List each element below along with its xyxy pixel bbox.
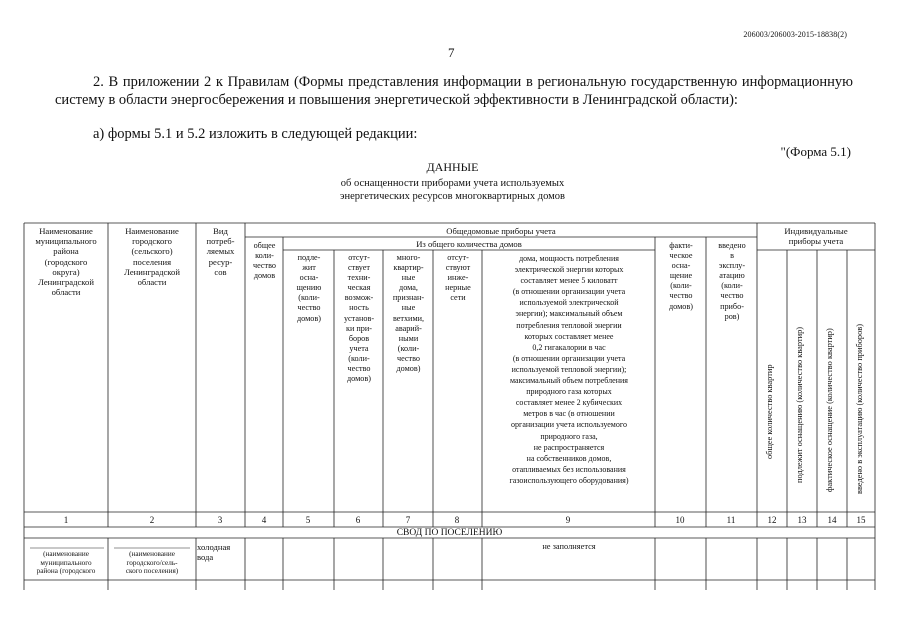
paragraph-text: 2. В приложении 2 к Правилам (Формы представления информации в региональную государственную информационную систему в области энергосбережения и повышения энергетической эффективности в Ленинградской области): [55, 74, 853, 108]
row-line: (наименование [43, 550, 89, 558]
header-line: введено [718, 241, 746, 250]
header-line: признан- [392, 293, 425, 303]
header-line: отапливаемых без использования [512, 464, 626, 474]
header-line: установ- [343, 313, 375, 323]
header-line: домов) [669, 301, 693, 311]
header-line: техни- [347, 273, 371, 283]
col-number: 8 [454, 515, 460, 525]
header-line: округа) [52, 266, 80, 277]
col-number: 1 [63, 515, 69, 525]
col-number: 3 [217, 515, 223, 525]
header-line: инже- [447, 273, 469, 283]
header-col-13: подлежит оснащению (количество квартир) [795, 326, 804, 483]
header-col-6 [335, 253, 383, 384]
header-col-3 [197, 226, 244, 277]
header-line: квартир- [393, 263, 424, 273]
header-line: ность [349, 303, 369, 313]
row-line: района (городского [36, 567, 96, 576]
col-number: 7 [405, 515, 411, 525]
header-line: ческая [347, 283, 371, 293]
header-col-7 [384, 253, 433, 374]
col-number: 15 [856, 515, 866, 525]
header-line: (коли- [348, 353, 370, 363]
header-line: (в отношении организации учета [512, 353, 626, 363]
row-line: ского поселения) [125, 567, 179, 576]
header-line: приборы учета [788, 236, 844, 247]
col-number: 11 [726, 515, 736, 525]
header-line: составляет менее 5 киловатт [520, 276, 618, 286]
row1-not-filled: не заполняется [542, 542, 596, 551]
header-line: составляет менее 2 кубических [515, 398, 623, 408]
header-line: области [137, 277, 167, 288]
header-line: 0,2 гигакалории в час [532, 342, 606, 352]
document-number: 206003/206003-2015-18838(2) [743, 30, 847, 39]
header-line: (коли- [721, 281, 743, 291]
subtitle-line: об оснащенности приборами учета используемых [340, 178, 565, 189]
header-line: (коли- [298, 293, 320, 303]
header-line: энергии); максимальный объем [515, 309, 623, 319]
row-line: вода [197, 552, 214, 563]
header-line: используемой электрической [519, 298, 619, 308]
header-line: ки при- [346, 323, 372, 333]
header-line: возмож- [344, 293, 374, 303]
header-line: ные [401, 303, 416, 313]
header-col-11 [707, 241, 757, 322]
col-number: 6 [355, 515, 361, 525]
header-col-10 [656, 241, 706, 312]
header-line: Индивидуальные [784, 226, 848, 236]
header-line: ствуют [445, 263, 471, 273]
header-line: Наименование [125, 226, 179, 236]
header-col-5 [284, 253, 334, 324]
header-line: (коли- [397, 343, 420, 353]
header-line: природного газа которых [526, 387, 612, 397]
subitem-text: а) формы 5.1 и 5.2 изложить в следующей редакции: [93, 126, 418, 142]
subtitle-line: энергетических ресурсов многоквартирных домов [340, 191, 565, 202]
group-of-total-houses: Из общего количества домов [416, 239, 522, 249]
header-line: метров в час (в отношении [523, 409, 615, 419]
header-line: чество [347, 364, 371, 374]
header-line: ров) [724, 311, 740, 321]
header-col-2 [109, 226, 195, 287]
header-line: коли- [255, 251, 274, 261]
header-line: осна- [299, 273, 319, 283]
header-line: которых составляет менее [524, 331, 614, 341]
header-line: жит [302, 263, 316, 273]
header-line: (городского [44, 256, 88, 267]
header-line: газоиспользующего оборудования) [509, 475, 629, 485]
header-line: домов) [396, 364, 421, 374]
header-line: ные [401, 273, 416, 283]
header-line: щение [669, 271, 693, 281]
group-common-meters: Общедомовые приборы учета [446, 226, 556, 236]
col-number: 14 [827, 515, 837, 525]
row1-municipality [25, 550, 107, 576]
header-line: (коли- [670, 281, 692, 291]
header-col-1 [25, 226, 107, 297]
header-line: не распространяется [533, 442, 605, 452]
header-line: аварий- [395, 323, 422, 333]
header-line: организации учета используемого [511, 420, 627, 430]
row1-resource [197, 542, 244, 562]
header-line: прибо- [720, 301, 744, 311]
header-line: электрической энергии которых [514, 265, 624, 275]
row-line: муниципального [40, 558, 92, 567]
row-line: холодная [197, 542, 231, 552]
header-line: общее [253, 241, 276, 250]
header-line: максимальный объем потребления [510, 376, 628, 386]
header-line: (в отношении организации учета [512, 287, 626, 297]
page-number: 7 [448, 45, 455, 60]
col-number: 13 [797, 515, 807, 525]
header-line: атацию [719, 271, 745, 281]
header-line: на собственников домов, [526, 453, 612, 463]
col-number: 5 [305, 515, 311, 525]
col-number: 12 [767, 515, 777, 525]
header-col-9 [483, 253, 655, 486]
header-line: дома, [399, 283, 418, 293]
header-line: чество [396, 353, 421, 363]
col-number: 9 [565, 515, 571, 525]
header-line: Ленинградской [38, 277, 94, 288]
header-line: дома, мощность потребления [519, 254, 619, 263]
col-number: 2 [149, 515, 155, 525]
header-col-12: общее количество квартир [765, 364, 774, 459]
row-line: городского/сель- [126, 558, 178, 567]
col-number: 4 [261, 515, 267, 525]
header-line: Вид [213, 226, 228, 236]
header-line: отсут- [348, 253, 370, 262]
header-line: отсут- [447, 253, 469, 262]
header-line: района [53, 246, 79, 257]
header-line: домов) [297, 313, 321, 323]
header-line: домов [253, 271, 276, 281]
header-line: потребления тепловой энергии [516, 320, 622, 330]
header-line: потреб- [206, 236, 235, 247]
header-line: в [730, 251, 734, 261]
header-line: ветхими, [392, 313, 425, 323]
header-line: домов) [347, 374, 371, 384]
header-line: нерные [445, 283, 471, 293]
header-line: сов [214, 266, 227, 277]
header-col-15: введено в эксплуатацию (количество приборов) [855, 323, 864, 494]
header-line: области [51, 287, 81, 298]
header-line: чество [720, 291, 744, 301]
header-line: осна- [671, 261, 691, 271]
header-line: чество [252, 261, 277, 271]
header-col-14: фактическое оснащение (количество квартир) [825, 328, 834, 492]
header-line: используемой тепловой энергии); [511, 364, 627, 374]
form-label: "(Форма 5.1) [780, 144, 851, 159]
header-line: эксплу- [718, 261, 746, 271]
table-title: ДАННЫЕ [426, 160, 479, 174]
header-col-8 [434, 253, 482, 303]
header-line: муниципального [35, 236, 97, 247]
header-line: природного газа, [540, 431, 598, 441]
header-line: ресур- [208, 256, 233, 267]
header-line: городского [132, 236, 172, 247]
header-line: щению [296, 283, 322, 293]
header-line: факти- [669, 241, 693, 250]
row1-settlement [109, 550, 195, 576]
header-col-4 [246, 241, 283, 281]
header-line: подле- [297, 253, 321, 262]
header-line: ческое [669, 251, 693, 261]
header-line: боров [348, 333, 370, 343]
summary-row: СВОД ПО ПОСЕЛЕНИЮ [396, 528, 503, 538]
header-line: ляемых [206, 246, 235, 257]
header-line: Наименование [39, 226, 93, 236]
header-line: поселения [132, 256, 172, 267]
header-line: (сельского) [131, 246, 173, 257]
header-line: сети [450, 293, 466, 303]
col-number: 10 [675, 515, 685, 525]
header-line: ствует [348, 263, 370, 273]
row-line: (наименование [129, 550, 175, 558]
header-line: учета [349, 343, 369, 353]
header-line: чество [669, 291, 693, 301]
header-line: Ленинградской [124, 266, 180, 277]
header-line: чество [297, 303, 321, 313]
header-line: много- [396, 253, 421, 262]
group-individual-meters [757, 226, 875, 246]
header-line: ными [398, 333, 419, 343]
